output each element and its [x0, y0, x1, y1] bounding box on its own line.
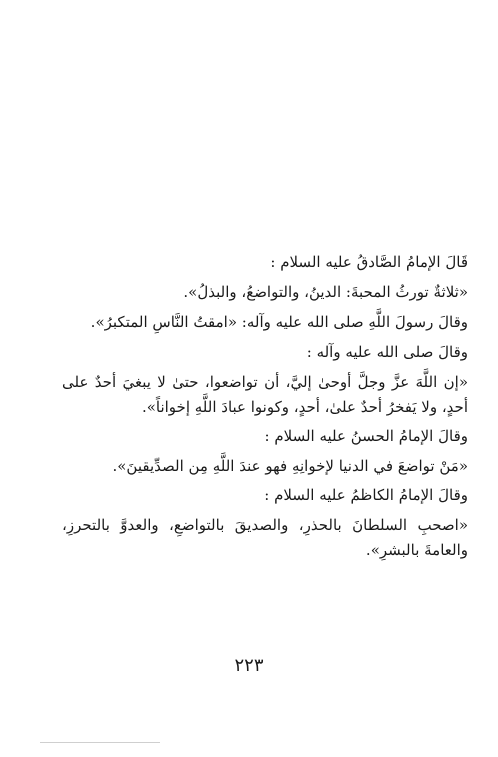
paragraph-heading-hasan: وقالَ الإمامُ الحسنُ عليه السلام : — [264, 427, 468, 445]
page-number: ٢٢٣ — [234, 655, 264, 676]
paragraph-quote-prophet: «إن اللَّهَ عزَّ وجلَّ أوحىٰ إليَّ، أن تواضعوا، حتىٰ لا يبغيَ أحدٌ على أحدٍ، ولا يَفخرُ أحدٌ علىٰ، أحدٍ، وكونوا عبادَ اللَّهِ إخواناً». — [62, 373, 468, 416]
paragraph-heading-sadiq: قَالَ الإمامُ الصَّادقُ عليه السلام : — [270, 253, 468, 271]
scan-edge-line — [40, 742, 160, 743]
paragraph-heading-prophet: وقالَ صلى الله عليه وآله : — [306, 343, 468, 361]
paragraph-prophet-quote: وقالَ رسولَ اللَّهِ صلى الله عليه وآله: «امقتُ النَّاسِ المتكبرُ». — [90, 313, 468, 331]
paragraph-heading-kazim: وقالَ الإمامُ الكاظمُ عليه السلام : — [264, 486, 468, 504]
paragraph-quote-hasan: «مَنْ تواضعَ في الدنيا لإخوانِهِ فهو عندَ اللَّهِ مِن الصدِّيقينَ». — [112, 457, 468, 475]
paragraph-quote-kazim: «اصحبِ السلطانَ بالحذرِ، والصديقَ بالتواضعِ، والعدوَّ بالتحرزِ، والعامةَ بالبشرِ». — [62, 516, 468, 559]
page-text — [62, 250, 468, 567]
paragraph-quote-sadiq: «ثلاثةٌ تورثُ المحبةَ: الدينُ، والتواضعُ، والبذلُ». — [183, 283, 468, 301]
